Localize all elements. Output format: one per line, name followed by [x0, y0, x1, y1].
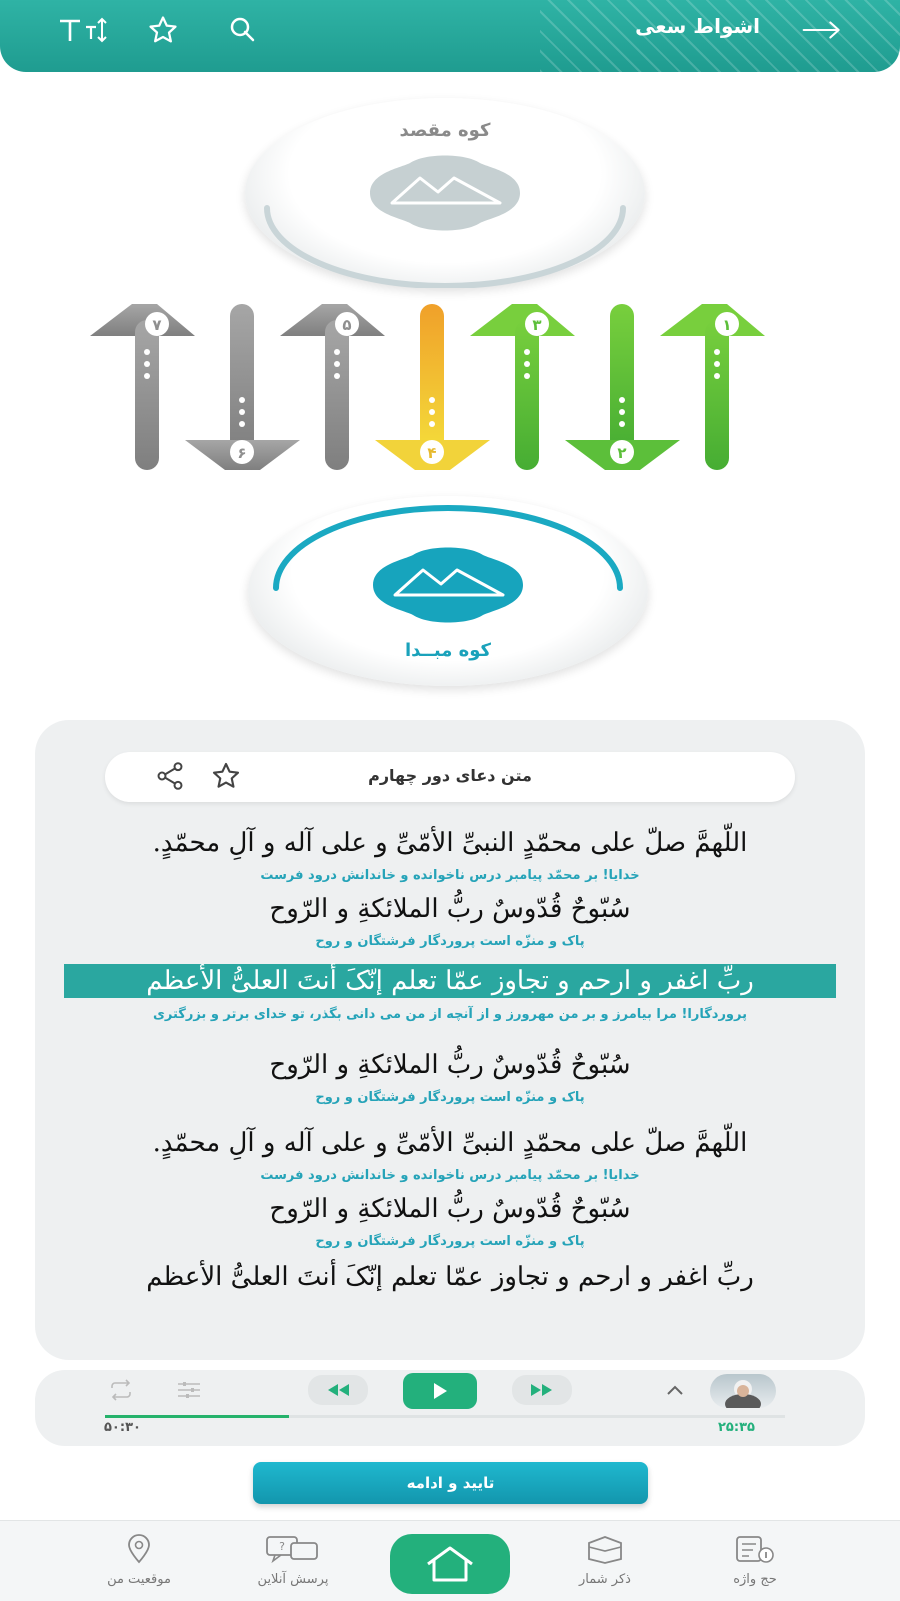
- forward-button[interactable]: [512, 1375, 572, 1405]
- nav-item-hajj-glossary[interactable]: [690, 1534, 820, 1587]
- reciter-avatar[interactable]: [710, 1374, 776, 1408]
- progress-fill: [105, 1415, 289, 1418]
- origin-label: کوه مبــدا: [404, 640, 491, 661]
- lap-1-arrow: [660, 304, 765, 470]
- confirm-continue-button[interactable]: تایید و ادامه: [253, 1462, 648, 1504]
- lap-4-number: ۴: [427, 444, 437, 462]
- prayer-title: متن دعای دور چهارم: [368, 766, 532, 785]
- total-time: ۵۰:۳۰: [104, 1420, 141, 1435]
- lap-2-number: ۲: [617, 444, 627, 462]
- lap-3-arrow: [470, 304, 575, 470]
- origin-mountain-icon: [353, 540, 543, 630]
- chat-question-icon: [263, 1534, 323, 1564]
- play-icon: [430, 1381, 450, 1401]
- favorite-button[interactable]: [143, 10, 183, 50]
- location-pin-icon: [124, 1534, 154, 1564]
- prayer-translation-line: خدایا! بر محمّد پیامبر درس ناخوانده و خاندانش درود فرست: [260, 1168, 640, 1183]
- home-icon: [422, 1544, 478, 1584]
- lap-7-number: ۷: [152, 316, 162, 334]
- prayer-translation-line: پاک و منزّه است پروردگار فرشتگان و روح: [315, 1090, 585, 1105]
- prayer-arabic-line: ربِّ اغفر و ارحم و تجاوز عمّا تعلم إنّکَ أنتَ العلیُّ الأعظم: [146, 1262, 754, 1292]
- prayer-translation-line: پاک و منزّه است پروردگار فرشتگان و روح: [315, 934, 585, 949]
- nav-label: پرسش آنلاین: [257, 1572, 329, 1587]
- fast-forward-icon: [529, 1383, 555, 1397]
- expand-button[interactable]: [660, 1375, 690, 1405]
- prayer-arabic-line: اللّهمَّ صلّ علی محمّدٍ النبیِّ الأمّیِّ و علی آله و آلِ محمّدٍ.: [152, 828, 748, 858]
- search-icon: [225, 15, 255, 45]
- text-size-button[interactable]: [58, 10, 110, 50]
- kaaba-icon: [583, 1534, 627, 1564]
- nav-label: حج واژه: [733, 1572, 777, 1587]
- elapsed-time: ۲۵:۳۵: [718, 1420, 755, 1435]
- equalizer-button[interactable]: [172, 1375, 206, 1405]
- prayer-translation-line: پاک و منزّه است پروردگار فرشتگان و روح: [315, 1234, 585, 1249]
- nav-item-online-question[interactable]: [228, 1534, 358, 1587]
- mountain-icon: [350, 148, 540, 238]
- back-arrow-icon: [802, 18, 842, 42]
- repeat-button[interactable]: [104, 1375, 138, 1405]
- svg-text:?: ?: [279, 1540, 285, 1553]
- prayer-arabic-line: سُبّوحٌ قُدّوسٌ ربُّ الملائکةِ و الرّوح: [269, 1050, 631, 1080]
- destination-label: کوه مقصد: [399, 120, 491, 141]
- text-size-icon: [58, 15, 110, 45]
- lap-5-arrow: [280, 304, 385, 470]
- prayer-arabic-line-active: ربِّ اغفر و ارحم و تجاوز عمّا تعلم إنّکَ أنتَ العلیُّ الأعظم: [146, 966, 754, 996]
- laps-diagram: [90, 300, 810, 490]
- prayer-arabic-line: سُبّوحٌ قُدّوسٌ ربُّ الملائکةِ و الرّوح: [269, 1194, 631, 1224]
- lap-1-number: ۱: [722, 316, 732, 334]
- nav-label: موقعیت من: [107, 1572, 171, 1587]
- star-icon: [210, 760, 242, 792]
- prayer-arabic-line: سُبّوحٌ قُدّوسٌ ربُّ الملائکةِ و الرّوح: [269, 894, 631, 924]
- home-button[interactable]: [390, 1534, 510, 1594]
- prayer-card-header: [105, 752, 795, 802]
- play-button[interactable]: [403, 1373, 477, 1409]
- nav-item-dhikr-counter[interactable]: [540, 1534, 670, 1587]
- lap-6-number: ۶: [237, 444, 247, 462]
- app-header: [0, 0, 900, 72]
- rewind-button[interactable]: [308, 1375, 368, 1405]
- share-button[interactable]: [154, 760, 190, 796]
- share-icon: [154, 760, 186, 792]
- page-title: اشواط سعی: [635, 14, 760, 38]
- rewind-icon: [325, 1383, 351, 1397]
- nav-label: ذکر شمار: [579, 1572, 631, 1587]
- prayer-arabic-line: اللّهمَّ صلّ علی محمّدٍ النبیِّ الأمّیِّ و علی آله و آلِ محمّدٍ.: [152, 1128, 748, 1158]
- glossary-icon: [733, 1534, 777, 1564]
- back-button[interactable]: [802, 10, 842, 50]
- lap-7-arrow: [90, 304, 195, 470]
- nav-item-my-location[interactable]: [74, 1534, 204, 1587]
- sliders-icon: [176, 1380, 202, 1400]
- star-icon: [148, 15, 178, 45]
- lap-5-number: ۵: [342, 316, 352, 334]
- repeat-icon: [108, 1379, 134, 1401]
- chevron-up-icon: [665, 1383, 685, 1397]
- prayer-translation-line: خدایا! بر محمّد پیامبر درس ناخوانده و خاندانش درود فرست: [260, 868, 640, 883]
- lap-3-number: ۳: [532, 316, 542, 334]
- search-button[interactable]: [220, 10, 260, 50]
- prayer-favorite-button[interactable]: [210, 760, 246, 796]
- prayer-translation-line: پروردگارا! مرا بیامرز و بر من مهرورز و از آنچه از من می دانی بگذر، تو خدای برتر و بزرگتری: [152, 1007, 747, 1022]
